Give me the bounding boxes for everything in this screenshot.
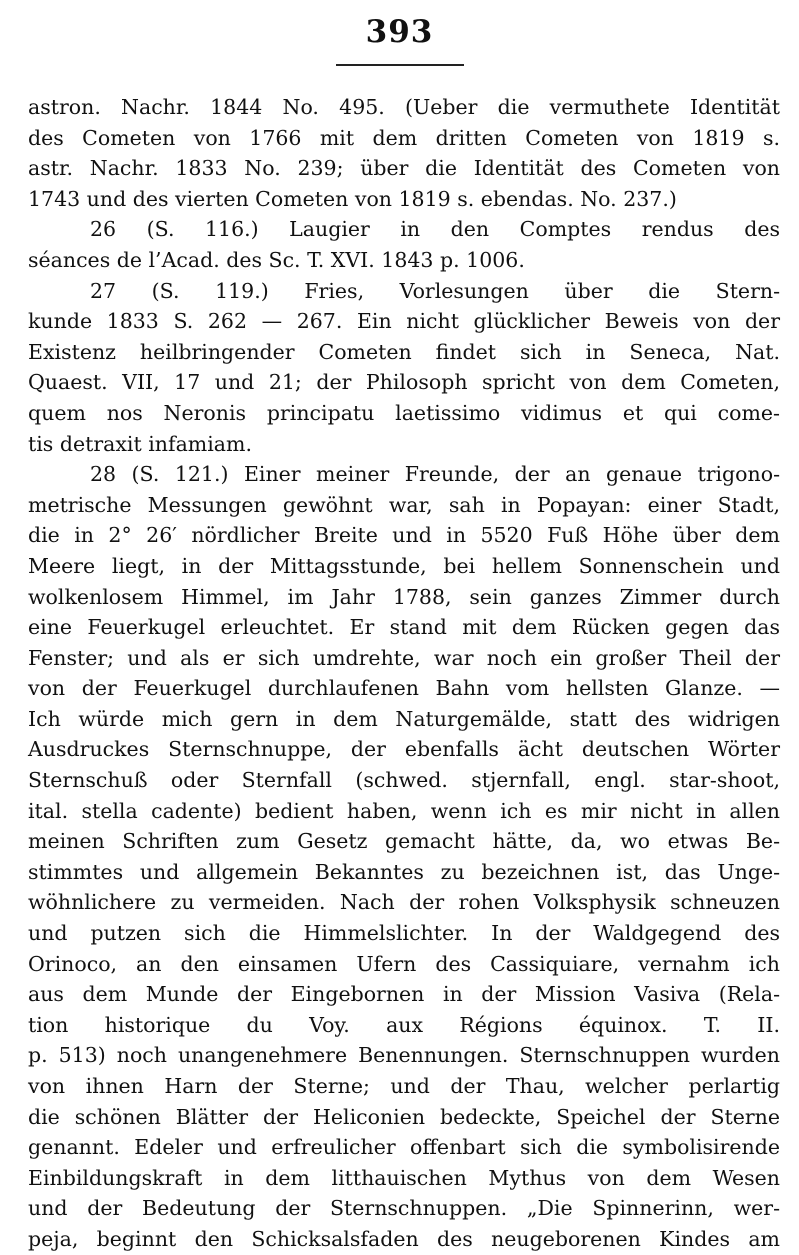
text-line: von der Feuerkugel durchlaufenen Bahn vom hellsten Glanze. — [28, 676, 780, 701]
text-line: die schönen Blätter der Heliconien bedeckte, Speichel der Sterne [28, 1104, 780, 1129]
text-line: quem nos Neronis principatu laetissimo vidimus et qui come- [28, 400, 780, 425]
body-text [28, 92, 780, 1255]
text-line: und putzen sich die Himmelslichter. In der Waldgegend des [28, 921, 780, 946]
text-line: Meere liegt, in der Mittagsstunde, bei hellem Sonnenschein und [28, 553, 780, 578]
text-line: metrische Messungen gewöhnt war, sah in Popayan: einer Stadt, [28, 492, 780, 517]
text-line: séances de l’Acad. des Sc. T. XVI. 1843 p. 1006. [28, 247, 525, 272]
text-line: wolkenlosem Himmel, im Jahr 1788, sein ganzes Zimmer durch [28, 584, 780, 609]
text-line: Ich würde mich gern in dem Naturgemälde, statt des widrigen [28, 706, 780, 731]
text-line: Existenz heilbringender Cometen findet sich in Seneca, Nat. [28, 339, 780, 364]
text-line: Einbildungskraft in dem litthauischen Mythus von dem Wesen [28, 1165, 780, 1190]
text-line: wöhnlichere zu vermeiden. Nach der rohen Volksphysik schneuzen [28, 890, 780, 915]
text-line: astron. Nachr. 1844 No. 495. (Ueber die vermuthete Identität [28, 95, 780, 119]
text-line: tion historique du Voy. aux Régions équinox. T. II. [28, 1012, 780, 1037]
text-line: peja, beginnt den Schicksalsfaden des neugeborenen Kindes am [28, 1226, 780, 1251]
footnote-27-start: 27 (S. 119.) Fries, Vorlesungen über die Stern- [90, 278, 780, 303]
text-line: stimmtes und allgemein Bekanntes zu bezeichnen ist, das Unge- [28, 859, 780, 884]
header-rule [336, 64, 464, 66]
text-line: genannt. Edeler und erfreulicher offenbart sich die symbolisirende [28, 1135, 780, 1160]
text-line: des Cometen von 1766 mit dem dritten Cometen von 1819 s. [28, 125, 780, 150]
text-line: von ihnen Harn der Sterne; und der Thau, welcher perlartig [28, 1074, 780, 1098]
text-line: und der Bedeutung der Sternschnuppen. „Die Spinnerinn, wer- [28, 1196, 780, 1221]
page-number: 393 [365, 14, 434, 50]
text-line: Ausdruckes Sternschnuppe, der ebenfalls ächt deutschen Wörter [28, 737, 780, 762]
text-line: 1743 und des vierten Cometen von 1819 s. ebendas. No. 237.) [28, 186, 677, 211]
text-line: eine Feuerkugel erleuchtet. Er stand mit dem Rücken gegen das [28, 615, 780, 640]
text-line: p. 513) noch unangenehmere Benennungen. Sternschnuppen wurden [28, 1043, 780, 1068]
text-line: ital. stella cadente) bedient haben, wenn ich es mir nicht in allen [28, 798, 780, 823]
text-line: astr. Nachr. 1833 No. 239; über die Identität des Cometen von [28, 156, 780, 181]
text-line: kunde 1833 S. 262 — 267. Ein nicht glücklicher Beweis von der [28, 309, 780, 334]
text-line: tis detraxit infamiam. [28, 431, 252, 456]
text-line: Fenster; und als er sich umdrehte, war noch ein großer Theil der [28, 645, 780, 670]
text-line: Orinoco, an den einsamen Ufern des Cassiquiare, vernahm ich [28, 951, 780, 976]
text-line: Sternschuß oder Sternfall (schwed. stjernfall, engl. star-shoot, [28, 768, 780, 793]
text-line: aus dem Munde der Eingebornen in der Mission Vasiva (Rela- [28, 982, 780, 1007]
text-line: meinen Schriften zum Gesetz gemacht hätte, da, wo etwas Be- [28, 829, 780, 854]
footnote-28-start: 28 (S. 121.) Einer meiner Freunde, der an genaue trigono- [90, 462, 780, 487]
text-line: Quaest. VII, 17 und 21; der Philosoph spricht von dem Cometen, [28, 370, 780, 395]
footnote-26-start: 26 (S. 116.) Laugier in den Comptes rendus des [90, 217, 780, 242]
text-line: die in 2° 26′ nördlicher Breite und in 5520 Fuß Höhe über dem [28, 523, 780, 548]
